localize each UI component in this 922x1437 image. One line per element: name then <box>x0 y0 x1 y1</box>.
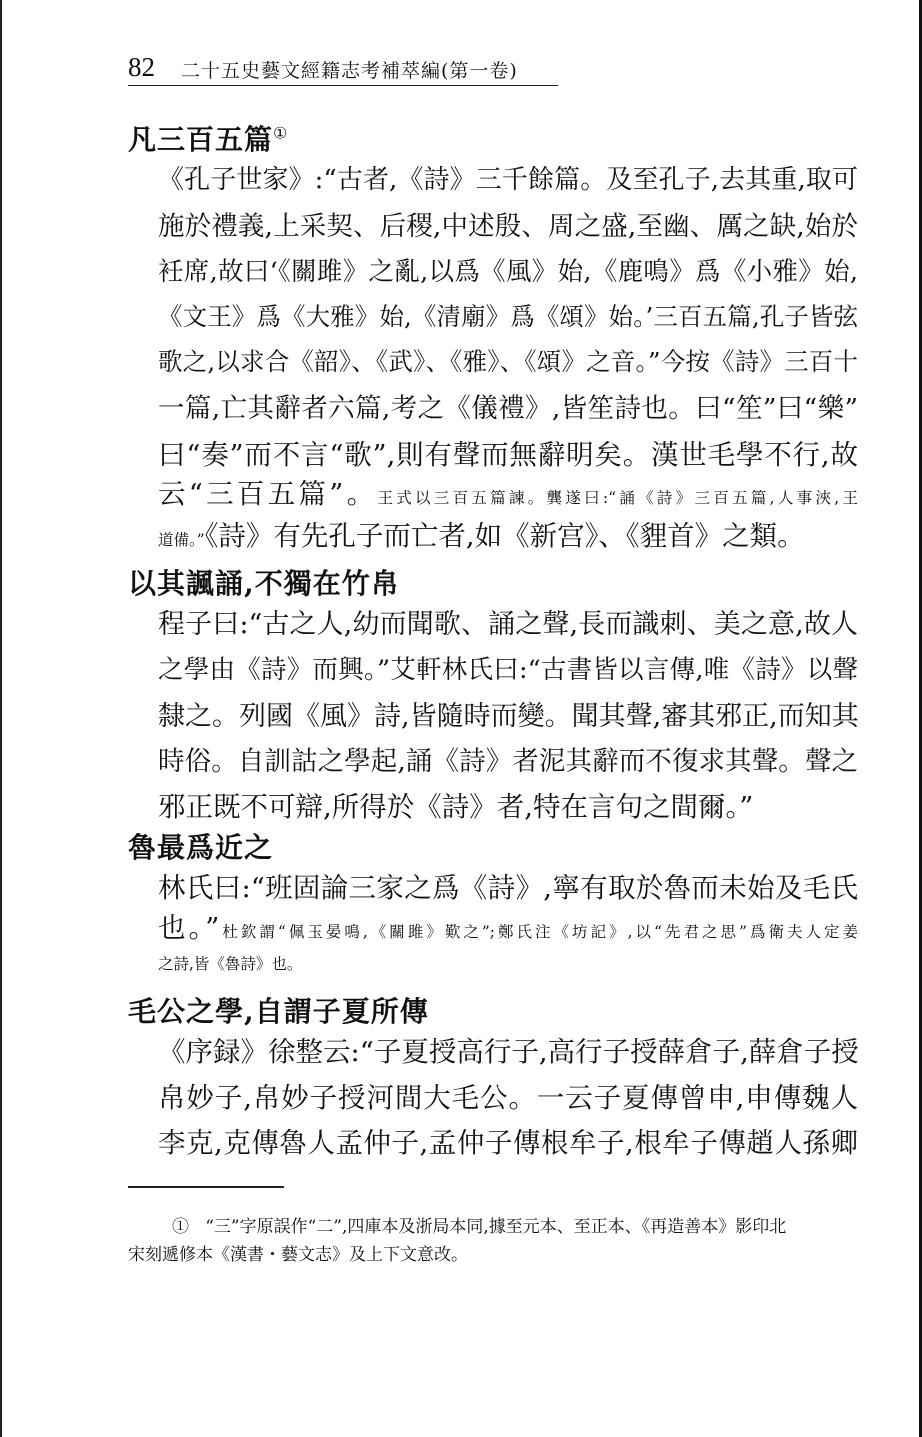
body-line: 邪正既不可辯,所得於《詩》者,特在言句之間爾。” <box>158 791 754 823</box>
interlinear-note: 道備。” <box>158 531 205 549</box>
body-line: 衽席,故曰‘《關雎》之亂,以爲《風》始,《鹿鳴》爲《小雅》始, <box>158 257 858 287</box>
page-number: 82 <box>128 52 155 82</box>
body-line: 之學由《詩》而興。”艾軒林氏曰:“古書皆以言傳,唯《詩》以聲 <box>158 655 858 685</box>
body-line: 時俗。自訓詁之學起,誦《詩》者泥其辭而不復求其聲。聲之 <box>158 746 858 777</box>
running-title: 二十五史藝文經籍志考補萃編(第一卷) <box>181 60 518 82</box>
body-line: 《序録》徐整云:“子夏授高行子,高行子授薛倉子,薛倉子授 <box>158 1036 859 1068</box>
page-edge-left <box>0 0 2 1437</box>
body-text: 云“三百五篇”。 <box>158 478 378 510</box>
body-line-with-note <box>158 520 858 553</box>
body-line: 隸之。列國《風》詩,皆隨時而變。聞其聲,審其邪正,而知其 <box>158 701 859 732</box>
footnote-marker: ① <box>273 123 289 143</box>
body-line: 帛妙子,帛妙子授河間大毛公。一云子夏傳曾申,申傳魏人 <box>158 1082 858 1114</box>
entry-heading: 以其諷誦,不獨在竹帛 <box>128 567 400 600</box>
body-line-with-note <box>158 912 858 945</box>
body-line: 《孔子世家》:“古者,《詩》三千餘篇。及至孔子,去其重,取可 <box>158 165 858 195</box>
body-line-with-note <box>158 478 858 511</box>
entry-heading: 毛公之學,自謂子夏所傳 <box>128 995 429 1028</box>
body-text: 也。” <box>158 912 220 944</box>
footnote-line <box>172 1216 786 1238</box>
footnote-marker: ① <box>172 1217 189 1237</box>
footnote-line: 宋刻遞修本《漢書・藝文志》及上下文意改。 <box>128 1245 468 1265</box>
footnote-rule <box>128 1186 284 1188</box>
body-line: 歌之,以求合《韶》、《武》、《雅》、《頌》之音。”今按《詩》三百十 <box>158 347 858 376</box>
body-line: 李克,克傳魯人孟仲子,孟仲子傳根牟子,根牟子傳趙人孫卿 <box>158 1127 858 1159</box>
body-line: 林氏曰:“班固論三家之爲《詩》,寧有取於魯而未始及毛氏 <box>158 872 858 904</box>
body-text: 《詩》有先孔子而亡者,如《新宫》、《貍首》之類。 <box>204 520 805 552</box>
entry-heading: 凡三百五篇① <box>128 123 289 156</box>
body-line: 一篇,亡其辭者六篇,考之《儀禮》,皆笙詩也。曰“笙”曰“樂” <box>158 393 858 424</box>
body-line: 程子曰:“古之人,幼而聞歌、誦之聲,長而識刺、美之意,故人 <box>158 609 858 640</box>
body-line: 施於禮義,上采契、后稷,中述殷、周之盛,至幽、厲之缺,始於 <box>158 211 858 242</box>
running-header <box>128 52 558 86</box>
body-line: 曰“奏”而不言“歌”,則有聲而無辭明矣。漢世毛學不行,故 <box>158 439 858 471</box>
entry-heading: 魯最爲近之 <box>128 831 274 864</box>
interlinear-note: 之詩,皆《魯詩》也。 <box>158 955 303 973</box>
footnote-text: “三”字原誤作“二”,四庫本及浙局本同,據至元本、至正本、《再造善本》影印北 <box>205 1217 787 1237</box>
interlinear-note: 杜欽謂“佩玉晏鳴,《關雎》歎之”;鄭氏注《坊記》,以“先君之思”爲衛夫人定姜 <box>219 923 859 941</box>
body-line: 《文王》爲《大雅》始,《清廟》爲《頌》始。’三百五篇,孔子皆弦 <box>158 302 858 331</box>
interlinear-note: 王式以三百五篇諫。龔遂曰:“誦《詩》三百五篇,人事浹,王 <box>377 489 858 507</box>
